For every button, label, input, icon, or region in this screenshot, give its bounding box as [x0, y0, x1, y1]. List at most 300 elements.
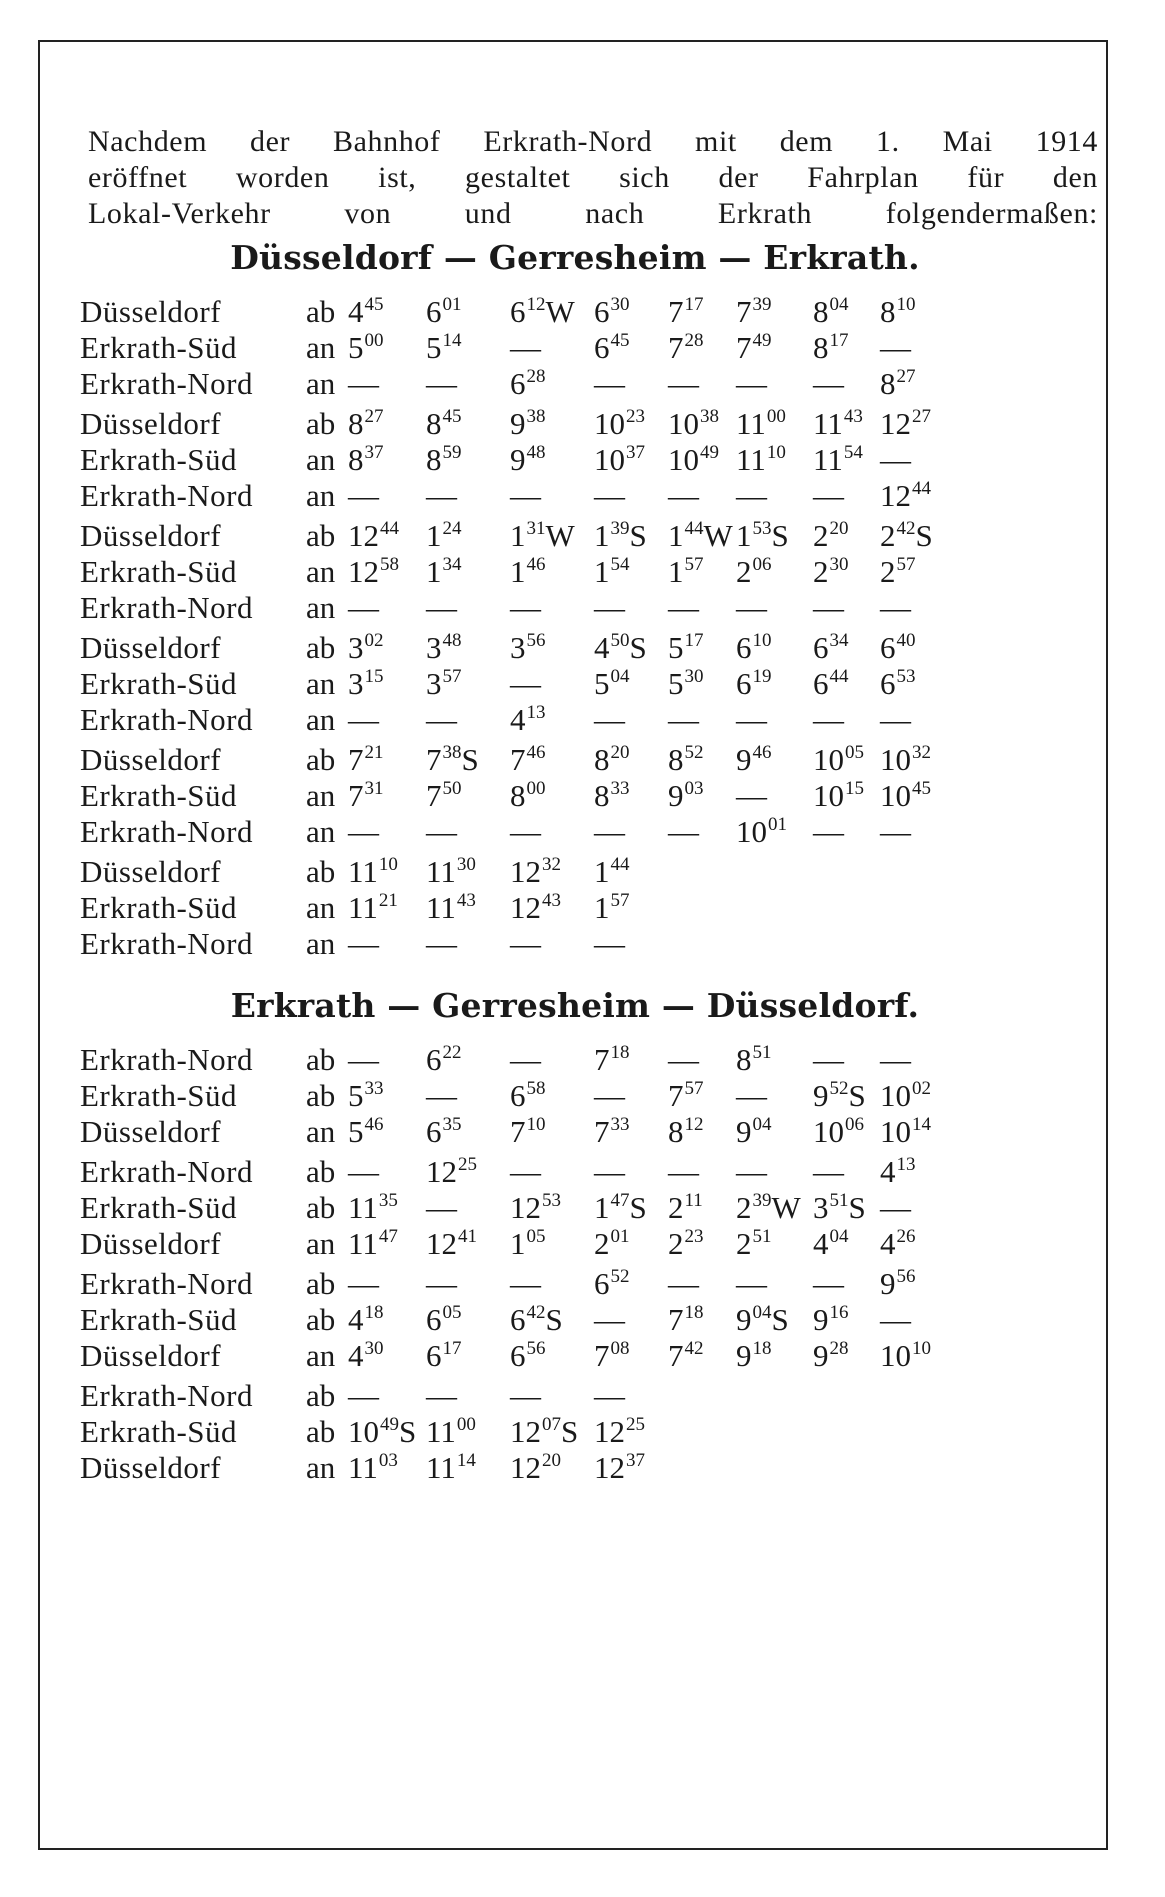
departure-time: $6^{22}$: [426, 1042, 462, 1077]
departure-time: —: [348, 814, 379, 849]
departure-time: —: [510, 1154, 541, 1189]
departure-time: $6^{58}$: [510, 1078, 546, 1113]
departure-time: $3^{02}$: [348, 630, 384, 665]
departure-time: $2^{20}$: [813, 518, 849, 553]
departure-time: $6^{44}$: [813, 666, 849, 701]
departure-time: —: [594, 702, 625, 737]
timetable-page: [38, 40, 1108, 1850]
station-name: Erkrath-Nord: [80, 590, 253, 625]
departure-time: $7^{33}$: [594, 1114, 630, 1149]
departure-time: —: [813, 366, 844, 401]
departure-time: $8^{27}$: [880, 366, 916, 401]
departure-time: $7^{42}$: [668, 1338, 704, 1373]
departure-time: $12^{44}$: [880, 478, 931, 513]
departure-time: $12^{43}$: [510, 890, 561, 925]
departure-time: $10^{38}$: [668, 406, 719, 441]
departure-time: —: [594, 1154, 625, 1189]
station-name: Düsseldorf: [80, 1226, 222, 1261]
departure-time: —: [510, 1266, 541, 1301]
departure-time: $4^{30}$: [348, 1338, 384, 1373]
timetable-row: [80, 926, 1100, 962]
departure-time: —: [813, 1154, 844, 1189]
departure-time: —: [510, 1042, 541, 1077]
departure-time: $11^{14}$: [426, 1450, 476, 1485]
timetable-row: [80, 1042, 1100, 1078]
departure-time: $10^{45}$: [880, 778, 931, 813]
departure-time: —: [426, 814, 457, 849]
timetable-block: [80, 406, 1100, 514]
direction-label: ab: [306, 406, 336, 441]
departure-time: $12^{25}$: [594, 1414, 645, 1449]
departure-time: $11^{10}$: [736, 442, 786, 477]
departure-time: $8^{00}$: [510, 778, 546, 813]
departure-time: $3^{51}S$: [813, 1190, 866, 1225]
direction-label: an: [306, 366, 336, 401]
departure-time: $1^{39}S$: [594, 518, 647, 553]
departure-time: $1^{44}W$: [668, 518, 733, 553]
departure-time: $11^{54}$: [813, 442, 863, 477]
timetable-row: [80, 1266, 1100, 1302]
departure-time: —: [668, 814, 699, 849]
departure-time: $4^{18}$: [348, 1302, 384, 1337]
departure-time: $9^{46}$: [736, 742, 772, 777]
direction-label: an: [306, 590, 336, 625]
departure-time: $8^{12}$: [668, 1114, 704, 1149]
departure-time: $10^{06}$: [813, 1114, 864, 1149]
departure-time: $7^{28}$: [668, 330, 704, 365]
departure-time: —: [736, 590, 767, 625]
departure-time: —: [594, 590, 625, 625]
departure-time: $11^{00}$: [426, 1414, 476, 1449]
departure-time: —: [813, 702, 844, 737]
departure-time: —: [880, 814, 911, 849]
departure-time: $6^{45}$: [594, 330, 630, 365]
departure-time: $6^{53}$: [880, 666, 916, 701]
timetable-row: [80, 1378, 1100, 1414]
departure-time: $11^{03}$: [348, 1450, 398, 1485]
station-name: Erkrath-Nord: [80, 478, 253, 513]
departure-time: $7^{49}$: [736, 330, 772, 365]
departure-time: $6^{42}S$: [510, 1302, 563, 1337]
timetable-row: [80, 1078, 1100, 1114]
timetable-row: [80, 518, 1100, 554]
departure-time: $8^{51}$: [736, 1042, 772, 1077]
intro-line: Nachdem der Bahnhof Erkrath-Nord mit dem 1. Mai 1914: [88, 125, 1098, 158]
departure-time: —: [510, 926, 541, 961]
departure-time: $7^{21}$: [348, 742, 384, 777]
timetable-row: [80, 702, 1100, 738]
departure-time: —: [426, 702, 457, 737]
departure-time: —: [880, 702, 911, 737]
departure-time: $11^{47}$: [348, 1226, 398, 1261]
timetable-row: [80, 366, 1100, 402]
intro-line: Lokal-Verkehr von und nach Erkrath folgendermaßen:: [88, 197, 1098, 230]
station-name: Düsseldorf: [80, 854, 222, 889]
direction-label: ab: [306, 1190, 336, 1225]
timetable-row: [80, 330, 1100, 366]
departure-time: $8^{52}$: [668, 742, 704, 777]
timetable-block: [80, 854, 1100, 962]
direction-label: an: [306, 926, 336, 961]
direction-label: an: [306, 702, 336, 737]
departure-time: $10^{37}$: [594, 442, 645, 477]
section-heading-return: Erkrath — Gerresheim — Düsseldorf.: [230, 986, 920, 1025]
departure-time: $3^{56}$: [510, 630, 546, 665]
timetable-row: [80, 1450, 1100, 1486]
timetable-row: [80, 590, 1100, 626]
departure-time: $11^{43}$: [813, 406, 863, 441]
timetable-row: [80, 666, 1100, 702]
departure-time: —: [594, 1302, 625, 1337]
timetable-row: [80, 294, 1100, 330]
timetable-row: [80, 890, 1100, 926]
timetable-row: [80, 1226, 1100, 1262]
station-name: Erkrath-Nord: [80, 1042, 253, 1077]
departure-time: $1^{57}$: [594, 890, 630, 925]
departure-time: —: [426, 926, 457, 961]
departure-time: $10^{49}$: [668, 442, 719, 477]
departure-time: —: [880, 1302, 911, 1337]
station-name: Erkrath-Süd: [80, 554, 238, 589]
timetable-row: [80, 1414, 1100, 1450]
departure-time: $8^{20}$: [594, 742, 630, 777]
intro-paragraph: [88, 124, 1098, 232]
departure-time: $1^{24}$: [426, 518, 462, 553]
departure-time: $2^{11}$: [668, 1190, 703, 1225]
departure-time: —: [668, 478, 699, 513]
timetable-block: [80, 518, 1100, 626]
departure-time: $6^{12}W$: [510, 294, 575, 329]
departure-time: —: [426, 590, 457, 625]
departure-time: $11^{35}$: [348, 1190, 398, 1225]
departure-time: $8^{17}$: [813, 330, 849, 365]
departure-time: $6^{01}$: [426, 294, 462, 329]
departure-time: $1^{34}$: [426, 554, 462, 589]
departure-time: —: [594, 478, 625, 513]
station-name: Erkrath-Süd: [80, 778, 238, 813]
departure-time: $2^{30}$: [813, 554, 849, 589]
departure-time: —: [813, 814, 844, 849]
timetable-row: [80, 630, 1100, 666]
timetable-block: [80, 742, 1100, 850]
station-name: Düsseldorf: [80, 518, 222, 553]
station-name: Erkrath-Nord: [80, 926, 253, 961]
direction-label: an: [306, 890, 336, 925]
station-name: Erkrath-Süd: [80, 1078, 238, 1113]
departure-time: $9^{03}$: [668, 778, 704, 813]
departure-time: —: [880, 1190, 911, 1225]
departure-time: $7^{18}$: [668, 1302, 704, 1337]
departure-time: —: [880, 330, 911, 365]
departure-time: $10^{32}$: [880, 742, 931, 777]
direction-label: an: [306, 666, 336, 701]
departure-time: $11^{00}$: [736, 406, 786, 441]
departure-time: —: [736, 778, 767, 813]
departure-time: —: [736, 366, 767, 401]
departure-time: $10^{10}$: [880, 1338, 931, 1373]
departure-time: —: [426, 1078, 457, 1113]
station-name: Düsseldorf: [80, 742, 222, 777]
departure-time: —: [594, 366, 625, 401]
departure-time: $12^{44}$: [348, 518, 399, 553]
departure-time: —: [510, 590, 541, 625]
departure-time: $5^{17}$: [668, 630, 704, 665]
departure-time: $6^{30}$: [594, 294, 630, 329]
departure-time: —: [594, 1378, 625, 1413]
departure-time: $10^{01}$: [736, 814, 787, 849]
departure-time: —: [348, 478, 379, 513]
timetable-row: [80, 1154, 1100, 1190]
intro-line: eröffnet worden ist, gestaltet sich der Fahrplan für den: [88, 161, 1098, 194]
departure-time: $7^{08}$: [594, 1338, 630, 1373]
station-name: Erkrath-Süd: [80, 1414, 238, 1449]
departure-time: $9^{56}$: [880, 1266, 916, 1301]
departure-time: $9^{52}S$: [813, 1078, 866, 1113]
departure-time: $2^{51}$: [736, 1226, 772, 1261]
timetable-block: [80, 1378, 1100, 1486]
departure-time: —: [668, 366, 699, 401]
departure-time: $5^{30}$: [668, 666, 704, 701]
station-name: Düsseldorf: [80, 1114, 222, 1149]
departure-time: $3^{48}$: [426, 630, 462, 665]
departure-time: —: [668, 702, 699, 737]
timetable-row: [80, 1190, 1100, 1226]
departure-time: —: [594, 814, 625, 849]
departure-time: $8^{59}$: [426, 442, 462, 477]
departure-time: —: [668, 590, 699, 625]
departure-time: $10^{02}$: [880, 1078, 931, 1113]
departure-time: $4^{50}S$: [594, 630, 647, 665]
direction-label: ab: [306, 1078, 336, 1113]
departure-time: $4^{04}$: [813, 1226, 849, 1261]
departure-time: —: [426, 1378, 457, 1413]
station-name: Erkrath-Süd: [80, 1190, 238, 1225]
departure-time: $9^{28}$: [813, 1338, 849, 1373]
departure-time: —: [594, 926, 625, 961]
departure-time: $10^{05}$: [813, 742, 864, 777]
departure-time: $9^{48}$: [510, 442, 546, 477]
departure-time: —: [668, 1154, 699, 1189]
direction-label: ab: [306, 1154, 336, 1189]
timetable-row: [80, 1338, 1100, 1374]
departure-time: $11^{30}$: [426, 854, 476, 889]
departure-time: —: [426, 1190, 457, 1225]
departure-time: —: [736, 702, 767, 737]
departure-time: —: [813, 590, 844, 625]
departure-time: —: [668, 1042, 699, 1077]
station-name: Erkrath-Nord: [80, 1154, 253, 1189]
departure-time: $9^{18}$: [736, 1338, 772, 1373]
station-name: Düsseldorf: [80, 1450, 222, 1485]
station-name: Erkrath-Nord: [80, 1266, 253, 1301]
direction-label: ab: [306, 1266, 336, 1301]
departure-time: $6^{35}$: [426, 1114, 462, 1149]
departure-time: $2^{42}S$: [880, 518, 933, 553]
direction-label: an: [306, 814, 336, 849]
departure-time: —: [736, 478, 767, 513]
direction-label: an: [306, 1450, 336, 1485]
departure-time: $7^{46}$: [510, 742, 546, 777]
departure-time: —: [510, 666, 541, 701]
departure-time: $1^{54}$: [594, 554, 630, 589]
timetable-row: [80, 478, 1100, 514]
departure-time: $9^{38}$: [510, 406, 546, 441]
departure-time: —: [880, 590, 911, 625]
station-name: Erkrath-Süd: [80, 666, 238, 701]
departure-time: —: [348, 590, 379, 625]
direction-label: an: [306, 554, 336, 589]
departure-time: $1^{44}$: [594, 854, 630, 889]
departure-time: $11^{10}$: [348, 854, 398, 889]
departure-time: —: [348, 926, 379, 961]
departure-time: $2^{01}$: [594, 1226, 630, 1261]
departure-time: $4^{13}$: [510, 702, 546, 737]
timetable-row: [80, 854, 1100, 890]
departure-time: $12^{27}$: [880, 406, 931, 441]
direction-label: ab: [306, 742, 336, 777]
departure-time: —: [348, 1266, 379, 1301]
departure-time: —: [813, 1266, 844, 1301]
departure-time: $10^{15}$: [813, 778, 864, 813]
departure-time: $7^{50}$: [426, 778, 462, 813]
departure-time: $5^{14}$: [426, 330, 462, 365]
departure-time: $6^{34}$: [813, 630, 849, 665]
departure-time: —: [668, 1266, 699, 1301]
direction-label: ab: [306, 1042, 336, 1077]
departure-time: —: [736, 1266, 767, 1301]
departure-time: $4^{45}$: [348, 294, 384, 329]
departure-time: $10^{14}$: [880, 1114, 931, 1149]
timetable-block: [80, 294, 1100, 402]
departure-time: $3^{57}$: [426, 666, 462, 701]
departure-time: $5^{46}$: [348, 1114, 384, 1149]
direction-label: ab: [306, 518, 336, 553]
station-name: Erkrath-Süd: [80, 330, 238, 365]
departure-time: $7^{38}S$: [426, 742, 479, 777]
departure-time: $10^{49}S$: [348, 1414, 417, 1449]
departure-time: $1^{47}S$: [594, 1190, 647, 1225]
departure-time: $6^{17}$: [426, 1338, 462, 1373]
departure-time: $8^{04}$: [813, 294, 849, 329]
timetable-row: [80, 742, 1100, 778]
departure-time: —: [348, 1378, 379, 1413]
station-name: Erkrath-Süd: [80, 442, 238, 477]
departure-time: $8^{27}$: [348, 406, 384, 441]
departure-time: $7^{10}$: [510, 1114, 546, 1149]
departure-time: $5^{00}$: [348, 330, 384, 365]
departure-time: $2^{06}$: [736, 554, 772, 589]
departure-time: $6^{05}$: [426, 1302, 462, 1337]
departure-time: $2^{23}$: [668, 1226, 704, 1261]
departure-time: $12^{41}$: [426, 1226, 477, 1261]
departure-time: —: [510, 814, 541, 849]
departure-time: $12^{37}$: [594, 1450, 645, 1485]
departure-time: $1^{31}W$: [510, 518, 575, 553]
timetable-block: [80, 1042, 1100, 1150]
departure-time: —: [426, 1266, 457, 1301]
departure-time: $6^{56}$: [510, 1338, 546, 1373]
departure-time: $12^{53}$: [510, 1190, 561, 1225]
station-name: Erkrath-Süd: [80, 890, 238, 925]
departure-time: $3^{15}$: [348, 666, 384, 701]
departure-time: —: [813, 1042, 844, 1077]
departure-time: —: [880, 442, 911, 477]
departure-time: —: [736, 1078, 767, 1113]
station-name: Erkrath-Nord: [80, 702, 253, 737]
departure-time: $12^{25}$: [426, 1154, 477, 1189]
station-name: Düsseldorf: [80, 630, 222, 665]
timetable-block: [80, 630, 1100, 738]
departure-time: —: [348, 366, 379, 401]
departure-time: $2^{57}$: [880, 554, 916, 589]
departure-time: $11^{21}$: [348, 890, 398, 925]
departure-time: —: [348, 1042, 379, 1077]
departure-time: $6^{10}$: [736, 630, 772, 665]
direction-label: an: [306, 1226, 336, 1261]
departure-time: $10^{23}$: [594, 406, 645, 441]
departure-time: $7^{39}$: [736, 294, 772, 329]
departure-time: —: [880, 1042, 911, 1077]
timetable-row: [80, 778, 1100, 814]
departure-time: —: [736, 1154, 767, 1189]
departure-time: $9^{04}$: [736, 1114, 772, 1149]
station-name: Erkrath-Nord: [80, 366, 253, 401]
departure-time: $7^{17}$: [668, 294, 704, 329]
departure-time: $4^{26}$: [880, 1226, 916, 1261]
departure-time: $1^{57}$: [668, 554, 704, 589]
departure-time: $6^{52}$: [594, 1266, 630, 1301]
direction-label: an: [306, 478, 336, 513]
station-name: Düsseldorf: [80, 406, 222, 441]
departure-time: $5^{04}$: [594, 666, 630, 701]
direction-label: ab: [306, 1302, 336, 1337]
direction-label: ab: [306, 630, 336, 665]
departure-time: $8^{45}$: [426, 406, 462, 441]
direction-label: ab: [306, 1378, 336, 1413]
departure-time: $12^{58}$: [348, 554, 399, 589]
departure-time: —: [510, 478, 541, 513]
direction-label: an: [306, 442, 336, 477]
station-name: Erkrath-Nord: [80, 1378, 253, 1413]
departure-time: —: [510, 330, 541, 365]
station-name: Düsseldorf: [80, 1338, 222, 1373]
direction-label: an: [306, 1338, 336, 1373]
departure-time: $7^{57}$: [668, 1078, 704, 1113]
departure-time: $7^{31}$: [348, 778, 384, 813]
departure-time: $9^{04}S$: [736, 1302, 789, 1337]
departure-time: $2^{39}W$: [736, 1190, 801, 1225]
timetable-row: [80, 814, 1100, 850]
station-name: Erkrath-Nord: [80, 814, 253, 849]
timetable-row: [80, 554, 1100, 590]
timetable-row: [80, 406, 1100, 442]
direction-label: an: [306, 778, 336, 813]
timetable-row: [80, 442, 1100, 478]
departure-time: $6^{28}$: [510, 366, 546, 401]
departure-time: —: [510, 1378, 541, 1413]
departure-time: $11^{43}$: [426, 890, 476, 925]
departure-time: —: [813, 478, 844, 513]
departure-time: $8^{37}$: [348, 442, 384, 477]
departure-time: $4^{13}$: [880, 1154, 916, 1189]
departure-time: $12^{20}$: [510, 1450, 561, 1485]
departure-time: —: [594, 1078, 625, 1113]
departure-time: $12^{07}S$: [510, 1414, 579, 1449]
departure-time: $1^{05}$: [510, 1226, 546, 1261]
timetable-row: [80, 1302, 1100, 1338]
departure-time: —: [426, 478, 457, 513]
station-name: Erkrath-Süd: [80, 1302, 238, 1337]
